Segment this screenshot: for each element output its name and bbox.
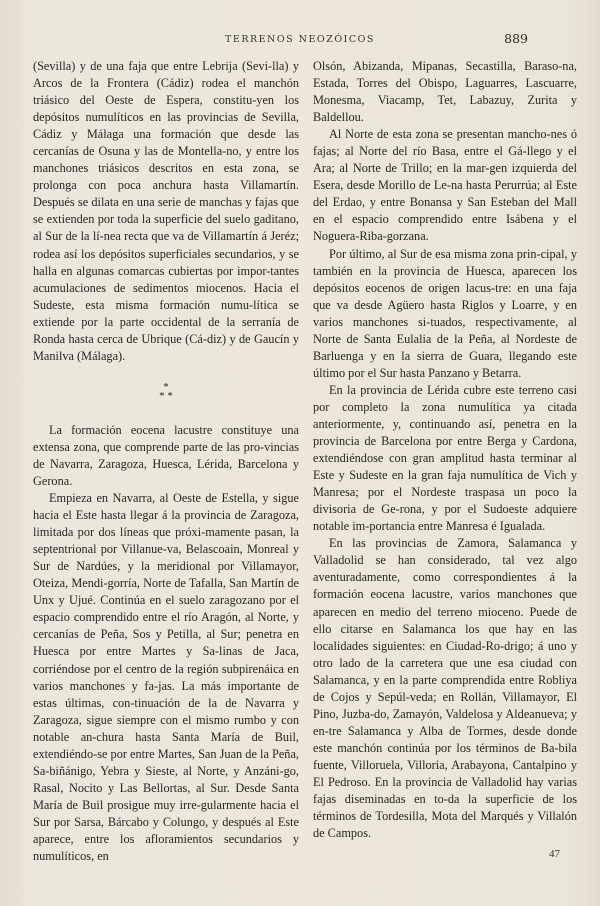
paragraph: (Sevilla) y de una faja que entre Lebrija (Sevi-lla) y Arcos de la Frontera (Cádiz) rodea el manchón triásico del Oeste de Espera, constitu-yen los depósitos numulíticos en las provincias de Sevilla, Cádiz y Málaga una formación que desde las cercanías de Osuna y las de Montella-no, y entre los manchones triásicos descritos en esta zona, se prolonga con poca anchura hasta Villamartín. Después se dilata en una serie de manchas y fajas que se extienden por toda la superficie del suelo gaditano, al Sur de la lí-nea recta que va de Villamartín á Jeréz; rodea así los depósitos superficiales secundarios, y se halla en algunas comarcas cubiertas por impor-tantes acumulaciones de sedimentos miocenos. Hacia el Sudeste, esta misma formación numu-lítica se extiende por la parte occidental de la serranía de Ronda hasta cerca de Ubrique (Cá-diz) y de Gaucín y Manilva (Málaga). xyxy=(33,59,299,363)
running-title: TERRENOS NEOZÓICOS xyxy=(225,34,375,45)
paragraph: Al Norte de esta zona se presentan mancho-nes ó fajas; al Norte del río Basa, entre el Gá-llego y el Ara; al Norte de Trillo; en la mar-gen izquierda del Esera, desde Morillo de Le-na hasta Perurrúa; al Este del Erdao, y entre Bonansa y San Esteban del Mall en el espacio comprendido entre Isábena y el Noguera-Riba-gorzana. xyxy=(313,127,577,244)
asterisk-bottom: * * xyxy=(159,389,173,402)
paragraph: La formación eocena lacustre constituye una extensa zona, que comprende parte de las pro-vincias de Navarra, Zaragoza, Huesca, Lérida, Barcelona y Gerona. xyxy=(33,422,299,488)
paragraph: Olsón, Abizanda, Mipanas, Secastilla, Baraso-na, Estada, Torres del Obispo, Laguarres, Lascuarre, Monesma, Viacamp, Tet, Labazuy, Zurita y Baldellou. xyxy=(313,59,577,125)
paragraph: En las provincias de Zamora, Salamanca y Valladolid se han considerado, tal vez algo aventuradamente, como correspondientes á la formación eocena lacustre, varios manchones que aparecen en medio del terreno mioceno. Puede de ello citarse en Salamanca los que hay en las localidades siguientes: en Ciudad-Ro-drigo; á uno y otro lado de la carretera que une esa ciudad con Salamanca, y en la parte comprendida entre Robliya de Cojos y Sepúl-veda; en Rollán, Villamayor, El Pino, Juzba-do, Zamayón, Valdelosa y Aldeanueva; y en-tre Salamanca y Alba de Tormes, desde donde este manchón continúa por los términos de Ba-bila fuente, Villoruela, Villoria, Arabayona, Cantalpino y El Pedroso. En la provincia de Valladolid hay varias fajas diseminadas en to-da la superficie de los términos de Tordesilla, Mota del Marqués y Villalón de Campos. xyxy=(313,536,577,841)
paragraph: Por último, al Sur de esa misma zona prin-cipal, y también en la provincia de Huesca, aparecen los depósitos eocenos de origen lacus-tre: en una faja que va desde Agüero hasta Riglos y Loarre, y en varios manchones si-tuados, respectivamente, al Norte de Santa Eulalia de la Peña, al Nordeste de Barluenga y en la sierra de Guara, llegando este último por el Sur hasta Panzano y Betarra. xyxy=(313,246,577,380)
left-column xyxy=(33,58,299,865)
right-column xyxy=(313,58,577,842)
paragraph: En la provincia de Lérida cubre este terreno casi por completo la zona numulítica ya citada anteriormente, y, continuando así, penetra en la provincia de Barcelona por entre Berga y Cardona, extendiéndose con gran amplitud hasta terminar al Este y Sudeste en la gran faja numulítica de Vich y Manresa; por el Nordeste traspasa un poco la divisoria de Ge-rona, y por el Sudoeste adquiere notable im-portancia entre Manresa é Igualada. xyxy=(313,382,577,534)
paragraph: Empieza en Navarra, al Oeste de Estella, y sigue hacia el Este hasta llegar á la provincia de Zaragoza, limitada por dos líneas que próxi-mamente pasan, la septentrional por Villanue-va, Belascoain, Monreal y Sur de Nardúes, y la meridional por Villamayor, Oteiza, Mendi-gorría, Norte de Tafalla, San Martín de Unx y Ujué. Continúa en el suelo zaragozano por el espacio comprendido entre el río Aragón, al Norte, y cercanías de Peña, Sos y Petilla, al Sur; penetra en Huesca por entre Martes y Sa-linas de Jaca, corriéndose por el centro de la región subpirenáica en varios manchones y fa-jas. La más importante de estas últimas, con-tinuación de la de Navarra y Zaragoza, sigue siempre con el mismo rumbo y con notable an-chura hasta Santa María de Buil, extendiéndo-se por entre Martes, San Juan de la Peña, Sa-biñánigo, Yebra y Sieste, al Norte, y Anzáni-go, Rasal, Nocito y Las Bellortas, al Sur. Desde Santa María de Buil prosigue muy irre-gularmente hacia el Sur por Sarsa, Bárcabo y Colungo, y después al Este aparece, entre los afloramientos secundarios y numulíticos, en xyxy=(33,491,299,864)
printer-signature: 47 xyxy=(549,848,560,860)
asterisk-top: * xyxy=(163,380,169,393)
section-break-asterisks xyxy=(33,380,299,402)
page-number: 889 xyxy=(504,31,528,46)
